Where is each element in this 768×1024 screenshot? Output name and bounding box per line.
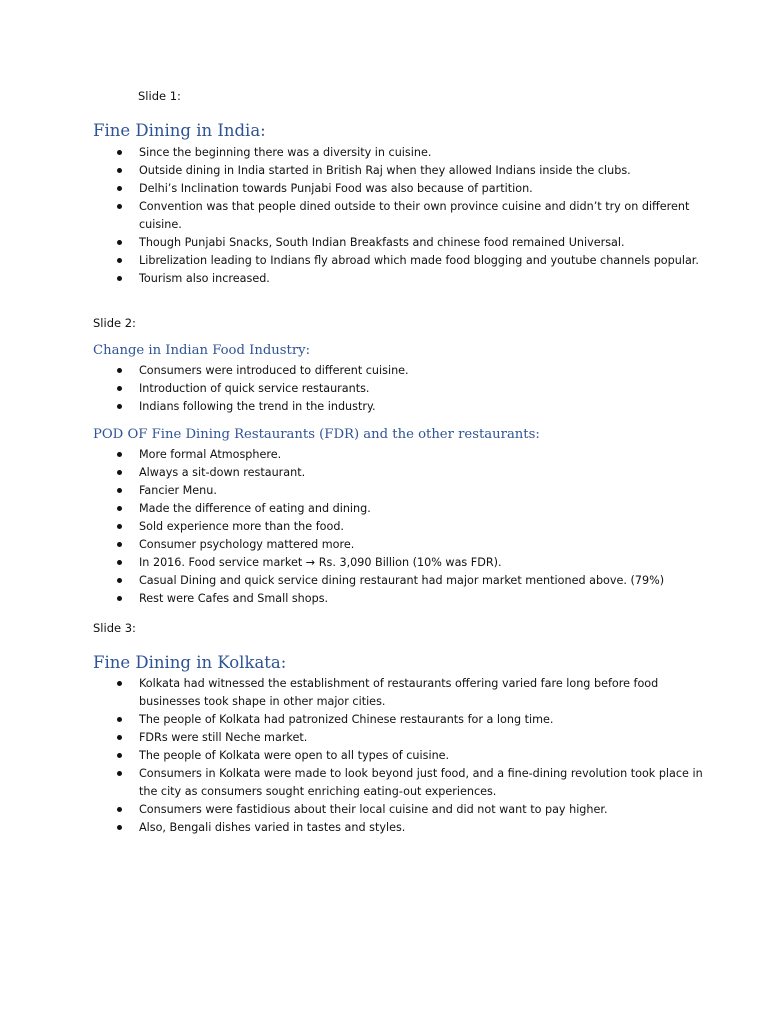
list-item: Always a sit-down restaurant. [0, 464, 768, 482]
heading-fine-dining-india: Fine Dining in India: [93, 121, 266, 140]
list-item: Delhi’s Inclination towards Punjabi Food was also because of partition. [0, 180, 768, 198]
list-item: Consumer psychology mattered more. [0, 536, 768, 554]
bullet-icon [117, 681, 122, 686]
bullet-icon [117, 488, 122, 493]
list-item: Consumers were fastidious about their local cuisine and did not want to pay higher. [0, 801, 768, 819]
slide-2-bullet-list-1 [0, 362, 768, 416]
list-item: Introduction of quick service restaurants. [0, 380, 768, 398]
list-item: Kolkata had witnessed the establishment of restaurants offering varied fare long before food businesses took shape in other major cities. [0, 675, 768, 711]
list-item: In 2016. Food service market → Rs. 3,090 Billion (10% was FDR). [0, 554, 768, 572]
slide-3-label: Slide 3: [93, 621, 136, 635]
bullet-icon [117, 560, 122, 565]
bullet-icon [117, 542, 122, 547]
list-item: FDRs were still Neche market. [0, 729, 768, 747]
list-item: Tourism also increased. [0, 270, 768, 288]
slide-3-bullet-list [0, 675, 768, 837]
list-item: Also, Bengali dishes varied in tastes and styles. [0, 819, 768, 837]
bullet-icon [117, 452, 122, 457]
list-item: Made the difference of eating and dining. [0, 500, 768, 518]
list-item: Convention was that people dined outside to their own province cuisine and didn’t try on different cuisine. [0, 198, 768, 234]
bullet-icon [117, 204, 122, 209]
list-item: Though Punjabi Snacks, South Indian Breakfasts and chinese food remained Universal. [0, 234, 768, 252]
bullet-icon [117, 150, 122, 155]
list-item: Indians following the trend in the industry. [0, 398, 768, 416]
bullet-icon [117, 386, 122, 391]
list-item: Since the beginning there was a diversity in cuisine. [0, 144, 768, 162]
bullet-icon [117, 404, 122, 409]
bullet-icon [117, 578, 122, 583]
bullet-icon [117, 506, 122, 511]
heading-fine-dining-kolkata: Fine Dining in Kolkata: [93, 653, 287, 672]
bullet-icon [117, 470, 122, 475]
bullet-icon [117, 258, 122, 263]
bullet-icon [117, 168, 122, 173]
bullet-icon [117, 807, 122, 812]
bullet-icon [117, 276, 122, 281]
list-item: Sold experience more than the food. [0, 518, 768, 536]
list-item: Casual Dining and quick service dining restaurant had major market mentioned above. (79%) [0, 572, 768, 590]
slide-2-bullet-list-2 [0, 446, 768, 608]
list-item: Rest were Cafes and Small shops. [0, 590, 768, 608]
bullet-icon [117, 825, 122, 830]
list-item: Librelization leading to Indians fly abroad which made food blogging and youtube channels popular. [0, 252, 768, 270]
list-item: The people of Kolkata had patronized Chinese restaurants for a long time. [0, 711, 768, 729]
list-item: Fancier Menu. [0, 482, 768, 500]
bullet-icon [117, 596, 122, 601]
heading-change-indian-food-industry: Change in Indian Food Industry: [93, 343, 311, 358]
list-item: Consumers in Kolkata were made to look beyond just food, and a fine-dining revolution took place in the city as consumers sought enriching eating-out experiences. [0, 765, 768, 801]
slide-2-label: Slide 2: [93, 316, 136, 330]
bullet-icon [117, 524, 122, 529]
slide-1-bullet-list [0, 144, 768, 288]
bullet-icon [117, 753, 122, 758]
bullet-icon [117, 186, 122, 191]
slide-1-label: Slide 1: [138, 89, 181, 103]
list-item: Outside dining in India started in British Raj when they allowed Indians inside the clubs. [0, 162, 768, 180]
list-item: Consumers were introduced to different cuisine. [0, 362, 768, 380]
list-item: More formal Atmosphere. [0, 446, 768, 464]
heading-pod-fine-dining: POD OF Fine Dining Restaurants (FDR) and the other restaurants: [93, 427, 540, 442]
list-item: The people of Kolkata were open to all types of cuisine. [0, 747, 768, 765]
bullet-icon [117, 240, 122, 245]
bullet-icon [117, 368, 122, 373]
bullet-icon [117, 735, 122, 740]
bullet-icon [117, 717, 122, 722]
bullet-icon [117, 771, 122, 776]
